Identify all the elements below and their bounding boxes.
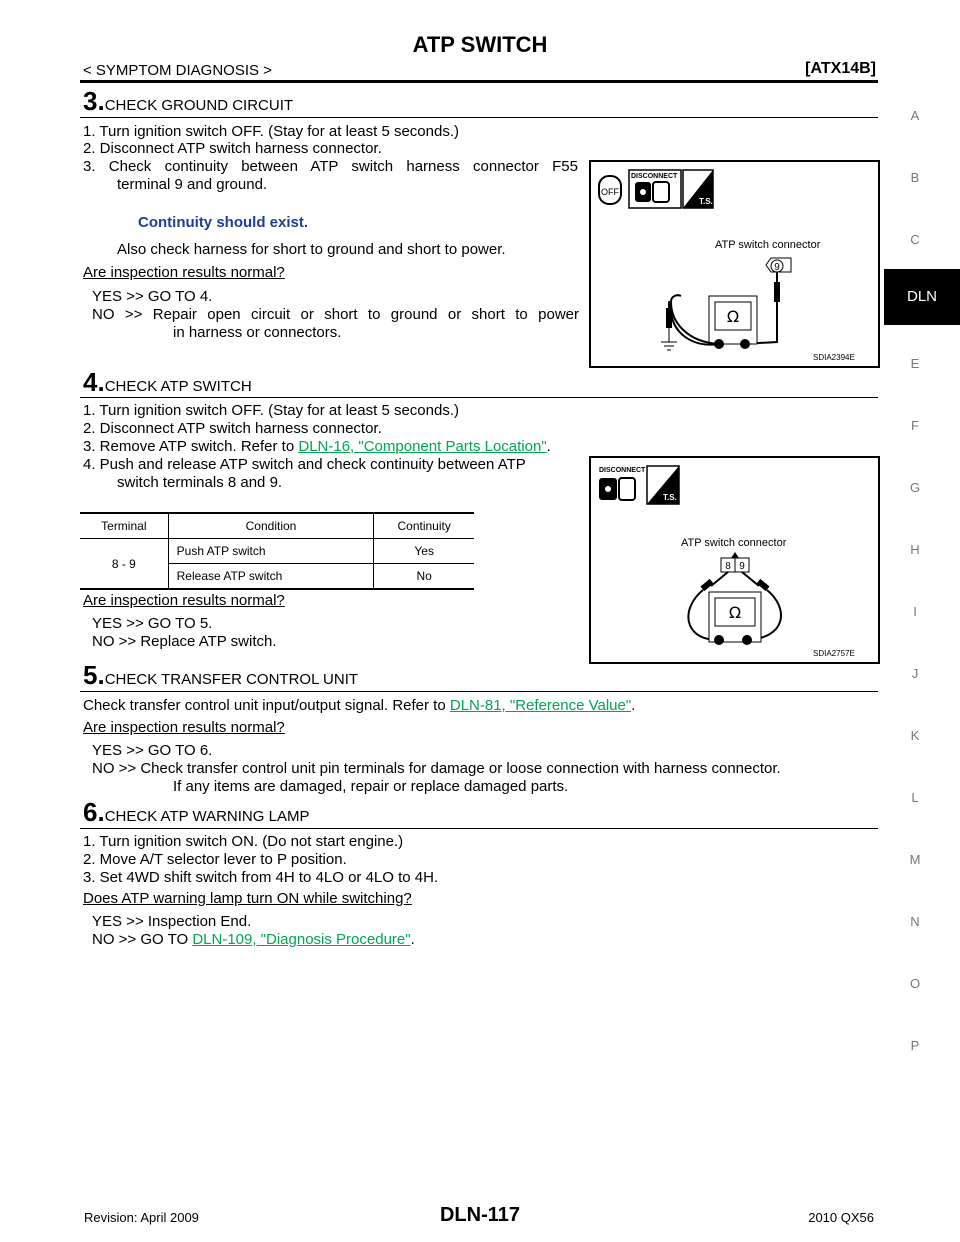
step-6-no: NO >> GO TO DLN-109, "Diagnosis Procedure".	[92, 931, 415, 948]
step-5-yes: YES >> GO TO 6.	[92, 742, 213, 759]
step-3-yes: YES >> GO TO 4.	[92, 288, 213, 305]
step-5-text-body: Check transfer control unit input/output signal. Refer to	[83, 697, 450, 714]
step-4-item-3: 3. Remove ATP switch. Refer to DLN-16, "Component Parts Location".	[83, 438, 551, 455]
pin-9: 9	[774, 262, 780, 273]
connector-label: ATP switch connector	[681, 537, 787, 549]
step-4-item-4: 4. Push and release ATP switch and check continuity between ATP	[83, 456, 526, 473]
connector-disconnect-icon	[599, 478, 635, 500]
side-index-a[interactable]: A	[910, 108, 920, 123]
side-index-g[interactable]: G	[909, 480, 921, 495]
step-rule	[80, 828, 878, 829]
side-index-l[interactable]: L	[911, 790, 919, 805]
ground-circuit-diagram	[591, 162, 878, 366]
connector-label: ATP switch connector	[715, 239, 821, 251]
step-4-item-4b: switch terminals 8 and 9.	[117, 474, 283, 491]
table-cell-condition: Release ATP switch	[168, 564, 374, 589]
side-index-h[interactable]: H	[910, 542, 920, 557]
step-number: 3.	[83, 86, 105, 116]
ts-label: T.S.	[699, 197, 713, 206]
figure-code: SDIA2394E	[813, 353, 855, 362]
atp-switch-diagram	[591, 458, 878, 662]
diagnosis-procedure-link[interactable]: DLN-109, "Diagnosis Procedure"	[192, 931, 411, 948]
side-index-j[interactable]: J	[911, 666, 919, 681]
side-index-i[interactable]: I	[913, 604, 917, 619]
step-3-heading	[83, 86, 293, 117]
step-4-item-2: 2. Disconnect ATP switch harness connector.	[83, 420, 382, 437]
header-rule	[80, 80, 878, 83]
step-6-yes: YES >> Inspection End.	[92, 913, 252, 930]
ts-label: T.S.	[663, 493, 677, 502]
step-rule	[80, 117, 878, 118]
table-cell-condition: Push ATP switch	[168, 539, 374, 564]
step-4-no: NO >> Replace ATP switch.	[92, 633, 277, 650]
table-header-condition: Condition	[168, 514, 374, 539]
page-title: ATP SWITCH	[412, 32, 548, 57]
table-cell-terminal: 8 - 9	[80, 539, 168, 589]
continuity-spec: Continuity should exist.	[138, 214, 309, 231]
side-index-dln-active[interactable]: DLN	[884, 269, 960, 325]
ohm-symbol: Ω	[728, 603, 742, 622]
disconnect-label: DISCONNECT	[631, 173, 678, 180]
side-index-o[interactable]: O	[909, 976, 921, 991]
step-5-text: Check transfer control unit input/output signal. Refer to DLN-81, "Reference Value".	[83, 697, 636, 714]
step-6-question: Does ATP warning lamp turn ON while switching?	[83, 890, 412, 907]
component-parts-location-link[interactable]: DLN-16, "Component Parts Location"	[298, 438, 547, 455]
step-4-yes: YES >> GO TO 5.	[92, 615, 213, 632]
footer-model: 2010 QX56	[808, 1210, 874, 1225]
step-5-question: Are inspection results normal?	[83, 719, 285, 736]
connector-disconnect-icon	[635, 182, 669, 202]
side-index-e[interactable]: E	[910, 356, 920, 371]
step-3-note: Also check harness for short to ground and short to power.	[117, 241, 506, 258]
step-4-heading	[83, 367, 252, 398]
key-icon	[599, 176, 621, 204]
step-title: CHECK ATP SWITCH	[104, 378, 252, 395]
table-header-continuity: Continuity	[397, 519, 451, 533]
step-3-question: Are inspection results normal?	[83, 264, 285, 281]
step-3-item-3: 3. Check continuity between ATP switch harness connector F55	[83, 158, 578, 175]
table-cell-continuity: Yes	[414, 544, 434, 558]
step-title: CHECK GROUND CIRCUIT	[104, 97, 294, 114]
side-index-c[interactable]: C	[910, 232, 920, 247]
step-3-item-3b: terminal 9 and ground.	[117, 176, 268, 193]
step-rule	[80, 691, 878, 692]
step-6-item-2: 2. Move A/T selector lever to P position.	[83, 851, 347, 868]
step-3-item-2: 2. Disconnect ATP switch harness connector.	[83, 140, 382, 157]
reference-value-link[interactable]: DLN-81, "Reference Value"	[449, 697, 632, 714]
step-3-no: NO >> Repair open circuit or short to ground or short to power	[92, 306, 579, 323]
revision-date: Revision: April 2009	[84, 1210, 199, 1225]
step-4-item-3-text: 3. Remove ATP switch. Refer to	[83, 438, 299, 455]
step-4-item-1: 1. Turn ignition switch OFF. (Stay for at least 5 seconds.)	[83, 402, 459, 419]
step-number: 5.	[83, 660, 105, 690]
figure-atp-switch	[589, 456, 880, 664]
figure-code: SDIA2757E	[813, 649, 855, 658]
tester-icon	[683, 170, 713, 208]
side-index-k[interactable]: K	[910, 728, 920, 743]
step-5-heading	[83, 660, 358, 691]
step-3-no-cont: in harness or connectors.	[173, 324, 342, 341]
step-rule	[80, 397, 878, 398]
pin-9: 9	[739, 561, 745, 572]
step-number: 4.	[83, 367, 105, 397]
step-3-item-1: 1. Turn ignition switch OFF. (Stay for at least 5 seconds.)	[83, 123, 459, 140]
step-title: CHECK ATP WARNING LAMP	[104, 808, 310, 825]
table-cell-continuity: No	[416, 569, 432, 583]
step-6-item-1: 1. Turn ignition switch ON. (Do not start engine.)	[83, 833, 404, 850]
breadcrumb: < SYMPTOM DIAGNOSIS >	[83, 62, 272, 79]
tester-icon	[647, 466, 679, 504]
table-header-terminal: Terminal	[80, 514, 168, 539]
pin-8: 8	[725, 561, 731, 572]
page-number: DLN-117	[439, 1204, 521, 1226]
disconnect-label: DISCONNECT	[599, 467, 646, 474]
step-6-no-text: NO >> GO TO	[92, 931, 193, 948]
ohm-symbol: Ω	[726, 307, 740, 326]
step-5-no: NO >> Check transfer control unit pin terminals for damage or loose connection with harness connector.	[92, 760, 781, 777]
side-index-n[interactable]: N	[910, 914, 920, 929]
side-index-m[interactable]: M	[909, 852, 921, 867]
side-index-b[interactable]: B	[910, 170, 920, 185]
step-number: 6.	[83, 797, 105, 827]
step-4-question: Are inspection results normal?	[83, 592, 285, 609]
step-5-no-cont: If any items are damaged, repair or replace damaged parts.	[173, 778, 569, 795]
step-6-item-3: 3. Set 4WD shift switch from 4H to 4LO or 4LO to 4H.	[83, 869, 439, 886]
step-title: CHECK TRANSFER CONTROL UNIT	[104, 671, 359, 688]
continuity-table	[80, 512, 474, 590]
side-index-f[interactable]: F	[911, 418, 919, 433]
figure-ground-circuit	[589, 160, 880, 368]
step-6-heading	[83, 797, 309, 828]
side-index-p[interactable]: P	[910, 1038, 920, 1053]
model-code: [ATX14B]	[805, 60, 876, 77]
svg-text:OFF: OFF	[601, 187, 619, 197]
